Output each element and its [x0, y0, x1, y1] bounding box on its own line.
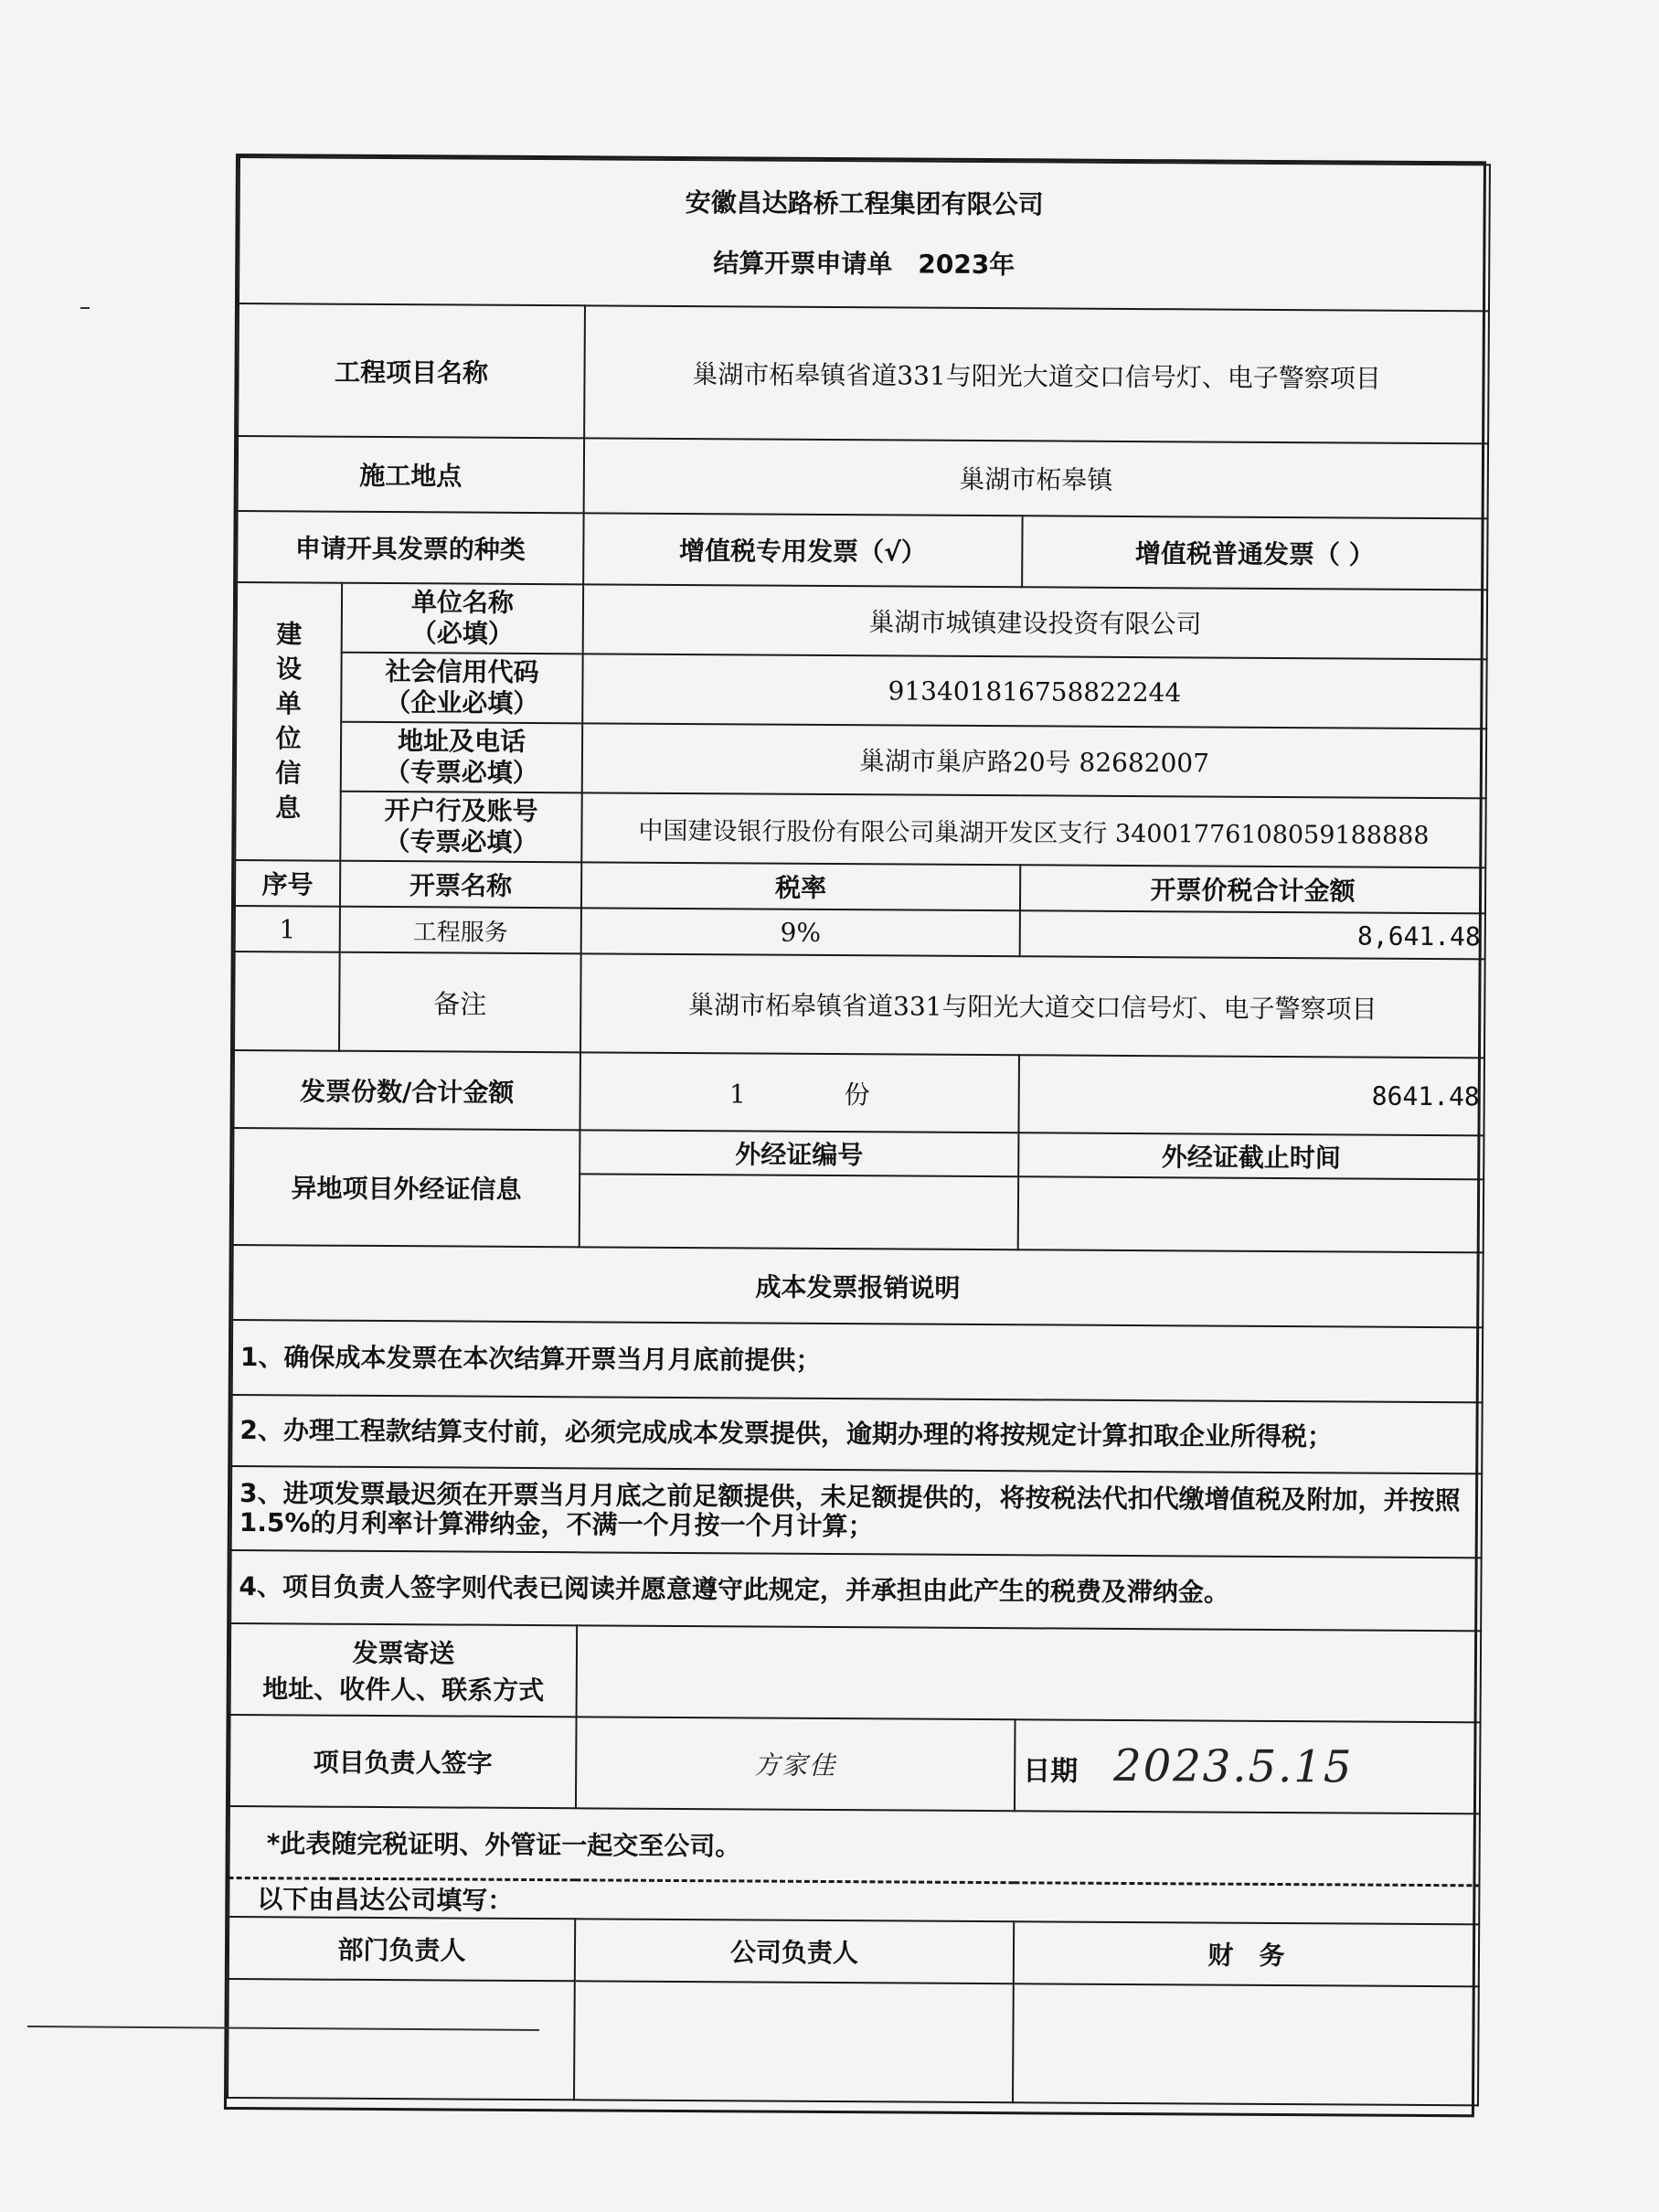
col-header-rate: 税率 [581, 862, 1020, 910]
totals-label: 发票份数/合计金额 [233, 1050, 580, 1130]
invoice-type-special: 增值税专用发票（√） [583, 513, 1022, 587]
signer-label: 项目负责人签字 [229, 1715, 577, 1808]
form-title: 结算开票申请单 2023年 [713, 248, 1016, 281]
mailing-value [577, 1625, 1482, 1722]
settlement-invoice-form [224, 154, 1486, 2117]
cert-expiry-value [1018, 1176, 1484, 1252]
item-amount: 8,641.48 [1020, 910, 1485, 959]
col-header-seq: 序号 [235, 860, 340, 907]
remark-label: 备注 [339, 952, 581, 1053]
cert-expiry-label: 外经证截止时间 [1018, 1133, 1484, 1179]
credit-code-value: 913401816758822244 [582, 654, 1486, 728]
cost-note-1: 1、确保成本发票在本次结算开票当月月底前提供； [232, 1320, 1483, 1402]
site-label: 施工地点 [238, 436, 584, 513]
offsite-label: 异地项目外经证信息 [233, 1128, 580, 1247]
bank-account-value: 中国建设银行股份有限公司巢湖开发区支行 34001776108059188888 [581, 792, 1485, 867]
bank-account-label: 开户行及账号 （专票必填） [340, 792, 581, 863]
table-row [235, 906, 1485, 959]
address-phone-label: 地址及电话 （专票必填） [341, 722, 582, 793]
cost-notes-title: 成本发票报销说明 [232, 1245, 1483, 1327]
scan-dot-mark [80, 307, 90, 309]
form-table [227, 156, 1491, 2106]
item-rate: 9% [581, 908, 1020, 956]
dept-head-label: 部门负责人 [229, 1916, 575, 1980]
invoice-type-ordinary: 增值税普通发票（ ） [1022, 516, 1487, 590]
project-name-label: 工程项目名称 [238, 303, 585, 438]
builder-name-label: 单位名称 （必填） [342, 583, 583, 654]
company-name: 安徽昌达路桥工程集团有限公司 [685, 187, 1044, 220]
cert-no-value [580, 1174, 1018, 1250]
totals-amount: 8641.48 [1018, 1055, 1484, 1135]
company-section-note: 以下由昌达公司填写： [229, 1877, 1479, 1924]
cert-no-label: 外经证编号 [580, 1130, 1018, 1176]
item-name: 工程服务 [340, 907, 581, 954]
date-label: 日期 [1023, 1755, 1079, 1788]
date-cell [1015, 1719, 1481, 1813]
mailing-label: 发票寄送 地址、收件人、联系方式 [230, 1623, 578, 1717]
project-name-value: 巢湖市柘皋镇省道331与阳光大道交口信号灯、电子警察项目 [584, 305, 1489, 443]
finance-sign-cell [1013, 1983, 1479, 2105]
footnote: *此表随完税证明、外管证一起交至公司。 [229, 1806, 1479, 1885]
builder-info-group-label: 建 设 单 位 信 息 [235, 582, 342, 861]
signer-signature: 方家佳 [576, 1717, 1016, 1811]
col-header-name: 开票名称 [340, 861, 581, 909]
col-header-amount: 开票价税合计金额 [1020, 865, 1485, 913]
address-phone-value: 巢湖市巢庐路20号 82682007 [582, 723, 1486, 798]
totals-copies-cell [580, 1052, 1019, 1133]
cost-note-4: 4、项目负责人签字则代表已阅读并愿意遵守此规定，并承担由此产生的税费及滞纳金。 [230, 1550, 1481, 1631]
item-seq: 1 [235, 906, 340, 952]
remark-value: 巢湖市柘皋镇省道331与阳光大道交口信号灯、电子警察项目 [580, 953, 1485, 1058]
company-head-label: 公司负责人 [575, 1919, 1014, 1983]
builder-name-value: 巢湖市城镇建设投资有限公司 [583, 584, 1487, 659]
date-value: 2023.5.15 [1112, 1739, 1354, 1793]
remark-blank-cell [234, 952, 340, 1051]
dept-head-sign-cell [228, 1978, 575, 2099]
company-head-sign-cell [574, 1981, 1014, 2102]
totals-copies-unit: 份 [844, 1079, 870, 1110]
cost-note-2: 2、办理工程款结算支付前，必须完成成本发票提供，逾期办理的将按规定计算扣取企业所得税； [231, 1395, 1482, 1473]
form-header [239, 157, 1490, 311]
totals-copies: 1 [728, 1078, 746, 1109]
credit-code-label: 社会信用代码 （企业必填） [341, 653, 582, 724]
cost-note-3: 3、进项发票最迟须在开票当月月底之前足额提供，未足额提供的，将按税法代扣代缴增值税及附加，并按照1.5%的月利率计算滞纳金，不满一个月按一个月计算； [231, 1466, 1483, 1558]
finance-label: 财 务 [1014, 1921, 1479, 1986]
invoice-type-label: 申请开具发票的种类 [237, 511, 583, 584]
site-value: 巢湖市柘皋镇 [584, 438, 1488, 518]
